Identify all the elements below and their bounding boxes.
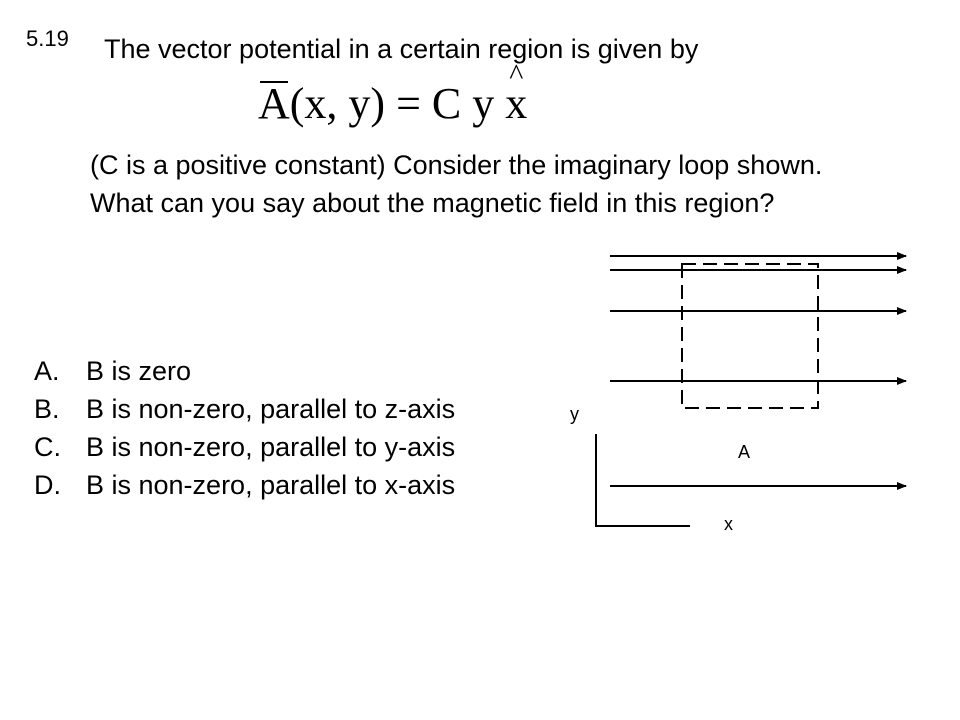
y-axis-label: y — [570, 404, 579, 424]
equation-lhs-args: (x, y) — [289, 79, 386, 128]
field-label: A — [738, 442, 751, 462]
choice-text: B is non-zero, parallel to y-axis — [86, 432, 456, 462]
equation-equals: = — [396, 79, 421, 128]
equation-rhs-unit: ^ x — [505, 78, 527, 129]
axes — [596, 434, 690, 526]
question-title: The vector potential in a certain region is given by — [104, 34, 699, 64]
question-description: (C is a positive constant) Consider the imaginary loop shown. What can you say about the magnetic field in this region? — [90, 150, 823, 218]
x-axis-label: x — [724, 514, 733, 534]
equation-lhs-symbol: A — [258, 79, 290, 128]
choice-letter: C. — [34, 432, 61, 462]
choice-text: B is zero — [86, 356, 192, 386]
equation-rhs-coeff: C y — [431, 79, 495, 128]
slide-number: 5.19 — [26, 26, 69, 51]
choice-letter: D. — [34, 470, 61, 500]
choice-letter: A. — [34, 356, 60, 386]
field-lines — [610, 256, 906, 381]
imaginary-loop — [682, 264, 818, 408]
choice-text: B is non-zero, parallel to x-axis — [86, 470, 456, 500]
choice-letter: B. — [34, 394, 60, 424]
choice-text: B is non-zero, parallel to z-axis — [86, 394, 456, 424]
